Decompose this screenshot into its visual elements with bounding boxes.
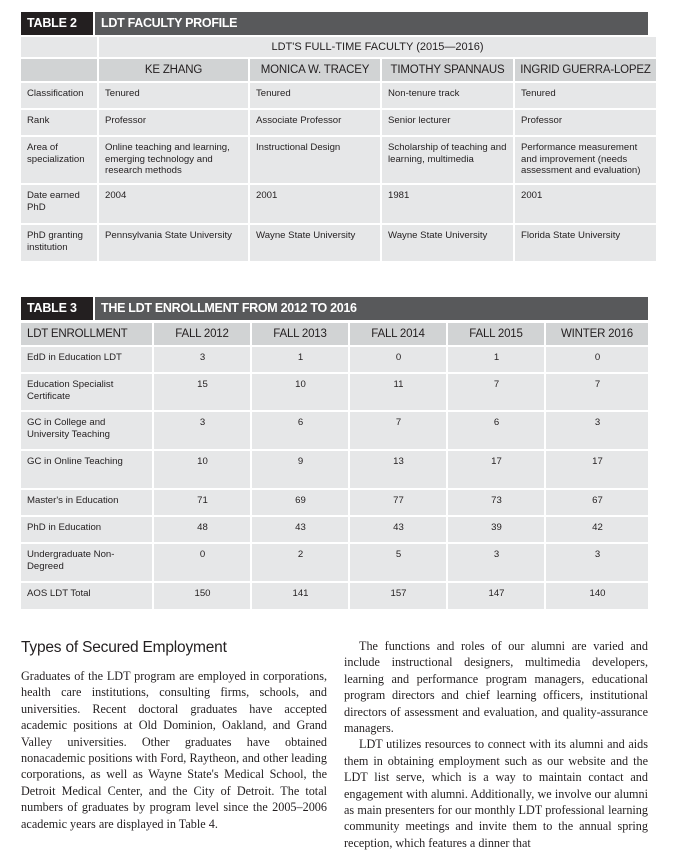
table-cell: 11: [393, 379, 404, 390]
table-cell: 141: [292, 588, 309, 599]
table-cell: Wayne State University: [388, 230, 488, 241]
table-cell: 3: [199, 417, 206, 428]
row-label: AOS LDT Total: [27, 588, 91, 599]
table-cell: Tenured: [521, 88, 556, 99]
table-cell: 6: [297, 417, 304, 428]
table2-title-bar: [21, 12, 648, 35]
table-cell: 6: [493, 417, 500, 428]
table-cell: 10: [295, 379, 306, 390]
table-cell: 42: [592, 522, 603, 533]
row-label: Master's in Education: [27, 495, 119, 506]
table-cell: 67: [592, 495, 603, 506]
row-label: GC in College and University Teaching: [27, 417, 111, 440]
table-cell: 71: [197, 495, 208, 506]
table-cell: 2004: [105, 190, 127, 201]
table2-col-header: TIMOTHY SPANNAUS: [382, 57, 513, 81]
table-cell: Scholarship of teaching and learning, multimedia: [388, 142, 507, 165]
row-label: Date earned PhD: [27, 190, 80, 213]
table-cell: 5: [395, 549, 402, 560]
table3-col-header: FALL 2013: [252, 321, 348, 345]
table-row: [21, 581, 648, 609]
table3-col-header: FALL 2012: [154, 321, 250, 345]
table2-label: TABLE 2: [21, 12, 93, 35]
table-cell: 15: [197, 379, 208, 390]
table-row: [21, 223, 656, 261]
paragraph: Graduates of the LDT program are employed in corporations, health care institutions, consulting firms, schools, and universities. Recent doctoral graduates have accepted academic positions at Old Dominion, Oakland, and Grand Valley universities. Other graduates have obtained nonacademic positions with Ford, Raytheon, and other leading corporations, as well as Wayne State's Medical School, the Detroit Medical Center, and the City of Detroit. The total numbers of graduates by program level since the 2005–2006 academic years are displayed in Table 4.: [21, 669, 327, 831]
row-label: Education Specialist Certificate: [27, 379, 114, 402]
table-cell: 69: [295, 495, 306, 506]
table-cell: Wayne State University: [256, 230, 356, 241]
row-label: EdD in Education LDT: [27, 352, 122, 363]
table-cell: 73: [491, 495, 502, 506]
table-cell: Instructional Design: [256, 142, 341, 153]
body-column-right: [344, 638, 648, 851]
table2-header-blank: [21, 57, 97, 81]
table-cell: 147: [488, 588, 505, 599]
table-row: [21, 345, 648, 372]
table-cell: Tenured: [256, 88, 291, 99]
table-cell: Associate Professor: [256, 115, 342, 126]
table-cell: 17: [491, 456, 502, 467]
table-cell: 77: [393, 495, 404, 506]
table-cell: 2001: [521, 190, 543, 201]
table-cell: 150: [194, 588, 211, 599]
table3-col-header: FALL 2014: [350, 321, 446, 345]
table-cell: Florida State University: [521, 230, 621, 241]
table-row: [21, 515, 648, 542]
table-row: [21, 488, 648, 515]
table-cell: Performance measurement and improvement (needs assessment and evaluation): [521, 142, 641, 176]
table2-subtitle: LDT'S FULL-TIME FACULTY (2015—2016): [99, 35, 656, 57]
table-cell: 0: [199, 549, 206, 560]
table2-col-header: KE ZHANG: [99, 57, 248, 81]
table-cell: 43: [295, 522, 306, 533]
table-cell: Tenured: [105, 88, 140, 99]
table-cell: 7: [594, 379, 601, 390]
table-cell: Non-tenure track: [388, 88, 460, 99]
section-heading: Types of Secured Employment: [21, 639, 227, 656]
table-cell: Professor: [105, 115, 147, 126]
table2-empty-corner: [21, 35, 97, 57]
table-cell: Online teaching and learning, emerging technology and research methods: [105, 142, 230, 176]
enrollment-table: [19, 321, 650, 609]
table-row: [21, 108, 656, 135]
table-row: [21, 81, 656, 108]
table-cell: 43: [393, 522, 404, 533]
table3-col-header: FALL 2015: [448, 321, 544, 345]
table-cell: 2001: [256, 190, 278, 201]
paragraph: LDT utilizes resources to connect with its alumni and aids them in obtaining employment such as our website and the LDT list serve, which is a way to maintain contact and engagement with alumni. Additionally, we involve our alumni as main presenters for our monthly LDT professional learning community meetings and invite them to the annual spring reception, which features a dinner that: [344, 737, 648, 850]
table-cell: 140: [589, 588, 606, 599]
table-cell: 2: [297, 549, 304, 560]
row-label: PhD granting institution: [27, 230, 83, 253]
table-cell: 3: [199, 352, 206, 363]
table-cell: 0: [395, 352, 402, 363]
table-row: [21, 135, 656, 183]
table-cell: 157: [390, 588, 407, 599]
table-row: [21, 542, 648, 581]
row-label: Undergraduate Non-Degreed: [27, 549, 115, 572]
table-cell: 13: [393, 456, 404, 467]
paragraph: The functions and roles of our alumni are varied and include instructional designers, multimedia developers, learning and performance program managers, educational program directors and chief learning officers, institutional directors of assessment and evaluation, and quality-assurance managers.: [344, 639, 648, 736]
table-cell: 39: [491, 522, 502, 533]
table-cell: 3: [594, 549, 601, 560]
table3-label: TABLE 3: [21, 297, 93, 320]
table-row: [21, 410, 648, 449]
body-column-left: [21, 668, 327, 832]
table3-col-header: LDT ENROLLMENT: [21, 321, 152, 345]
table3-title: THE LDT ENROLLMENT FROM 2012 TO 2016: [93, 297, 648, 320]
table-row: [21, 183, 656, 223]
table-row: [21, 449, 648, 488]
table-cell: 0: [594, 352, 601, 363]
table-cell: 17: [592, 456, 603, 467]
faculty-profile-table: [19, 35, 658, 261]
table2-title: LDT FACULTY PROFILE: [93, 12, 648, 35]
table2-col-header: INGRID GUERRA-LOPEZ: [515, 57, 656, 81]
table-cell: 1: [493, 352, 500, 363]
row-label: PhD in Education: [27, 522, 102, 533]
table-cell: Senior lecturer: [388, 115, 451, 126]
table-cell: 48: [197, 522, 208, 533]
table-row: [21, 372, 648, 410]
table-cell: 1981: [388, 190, 410, 201]
table-cell: 10: [197, 456, 208, 467]
table-cell: 1: [297, 352, 304, 363]
table-cell: 3: [594, 417, 601, 428]
table-cell: Professor: [521, 115, 563, 126]
table-cell: Pennsylvania State University: [105, 230, 232, 241]
table2-col-header: MONICA W. TRACEY: [250, 57, 380, 81]
row-label: Classification: [27, 88, 84, 99]
table-cell: 3: [493, 549, 500, 560]
table-cell: 9: [297, 456, 304, 467]
table-cell: 7: [493, 379, 500, 390]
row-label: GC in Online Teaching: [27, 456, 123, 467]
row-label: Rank: [27, 115, 50, 126]
row-label: Area of specialization: [27, 142, 85, 165]
table3-col-header: WINTER 2016: [546, 321, 648, 345]
table3-title-bar: [21, 297, 648, 320]
table-cell: 7: [395, 417, 402, 428]
